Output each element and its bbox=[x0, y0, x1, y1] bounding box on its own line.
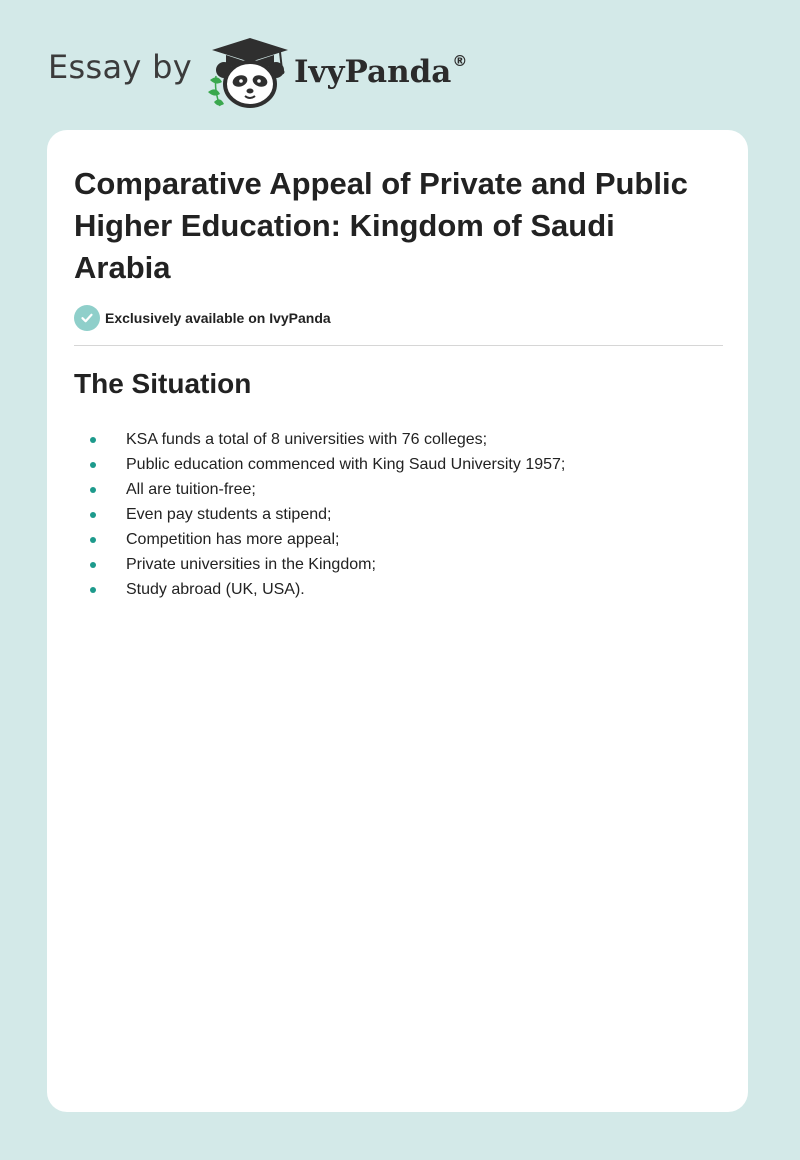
brand-name bbox=[294, 54, 467, 90]
panda-graduate-icon bbox=[202, 36, 294, 110]
brand-name-text: IvyPanda bbox=[294, 54, 452, 90]
brand-header bbox=[48, 36, 528, 112]
bullet-dot-icon bbox=[90, 437, 96, 443]
bullet-dot-icon bbox=[90, 462, 96, 468]
bullet-dot-icon bbox=[90, 562, 96, 568]
list-item-text: KSA funds a total of 8 universities with 76 colleges; bbox=[126, 431, 488, 448]
bullet-dot-icon bbox=[90, 587, 96, 593]
list-item bbox=[90, 577, 565, 602]
page-title: Comparative Appeal of Private and Public Higher Education: Kingdom of Saudi Arabia bbox=[74, 166, 688, 285]
list-item bbox=[90, 552, 565, 577]
exclusive-label: Exclusively available on IvyPanda bbox=[105, 310, 331, 326]
list-item-text: Study abroad (UK, USA). bbox=[126, 581, 305, 598]
list-item-text: Competition has more appeal; bbox=[126, 531, 340, 548]
bullet-dot-icon bbox=[90, 512, 96, 518]
check-icon bbox=[74, 305, 100, 331]
list-item-text: Private universities in the Kingdom; bbox=[126, 556, 376, 573]
essay-by-label: Essay by bbox=[48, 48, 192, 86]
exclusive-badge bbox=[74, 305, 331, 331]
list-item-text: Public education commenced with King Saud University 1957; bbox=[126, 456, 566, 473]
list-item bbox=[90, 452, 565, 477]
bullet-list bbox=[90, 427, 565, 602]
list-item-text: Even pay students a stipend; bbox=[126, 506, 332, 523]
list-item bbox=[90, 427, 565, 452]
list-item bbox=[90, 502, 565, 527]
section-heading: The Situation bbox=[74, 368, 252, 399]
list-item bbox=[90, 477, 565, 502]
divider bbox=[74, 345, 723, 346]
essay-card bbox=[47, 130, 748, 1112]
list-item-text: All are tuition-free; bbox=[126, 481, 256, 498]
bullet-dot-icon bbox=[90, 487, 96, 493]
list-item bbox=[90, 527, 565, 552]
bullet-dot-icon bbox=[90, 537, 96, 543]
registered-mark: ® bbox=[452, 52, 468, 70]
